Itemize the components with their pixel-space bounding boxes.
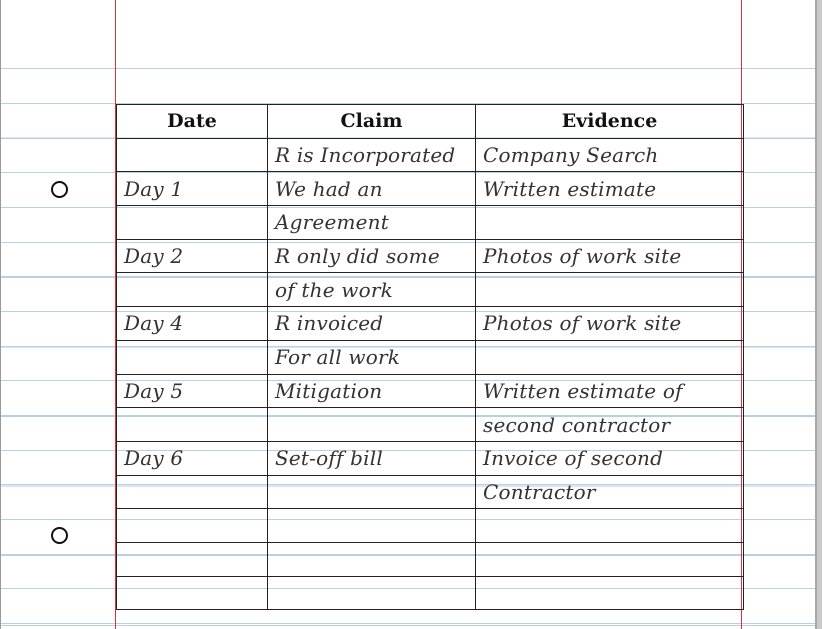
claim-cell [268, 509, 476, 543]
table-row [117, 408, 744, 442]
table-header-row [117, 105, 744, 139]
date-cell [117, 576, 268, 610]
evidence-cell [476, 576, 744, 610]
header-claim: Claim [268, 105, 476, 139]
claim-cell: of the work [268, 273, 476, 307]
evidence-cell [476, 509, 744, 543]
claim-cell [268, 542, 476, 576]
claim-cell: For all work [268, 340, 476, 374]
evidence-cell: Company Search [476, 138, 744, 172]
evidence-cell: Written estimate of [476, 374, 744, 408]
rule-line [1, 68, 815, 69]
date-cell [117, 542, 268, 576]
evidence-cell [476, 340, 744, 374]
date-cell: Day 2 [117, 239, 268, 273]
date-cell: Day 4 [117, 307, 268, 341]
table-row [117, 475, 744, 509]
date-cell [117, 340, 268, 374]
evidence-cell [476, 273, 744, 307]
evidence-cell: Photos of work site [476, 307, 744, 341]
table-row [117, 340, 744, 374]
evidence-cell: Contractor [476, 475, 744, 509]
table-row [117, 206, 744, 240]
punch-hole-icon [51, 527, 68, 544]
table-row [117, 441, 744, 475]
table-row [117, 576, 744, 610]
table-row [117, 138, 744, 172]
date-cell: Day 5 [117, 374, 268, 408]
evidence-cell: second contractor [476, 408, 744, 442]
evidence-cell [476, 542, 744, 576]
table-row [117, 509, 744, 543]
claim-cell: We had an [268, 172, 476, 206]
table-row [117, 307, 744, 341]
table-row [117, 239, 744, 273]
date-cell [117, 475, 268, 509]
date-cell [117, 138, 268, 172]
date-cell [117, 509, 268, 543]
date-cell: Day 1 [117, 172, 268, 206]
date-cell [117, 206, 268, 240]
claim-cell: Mitigation [268, 374, 476, 408]
evidence-cell: Written estimate [476, 172, 744, 206]
evidence-cell [476, 206, 744, 240]
punch-hole-icon [51, 181, 68, 198]
header-evidence: Evidence [476, 105, 744, 139]
table-row [117, 273, 744, 307]
claim-cell: R is Incorporated [268, 138, 476, 172]
table-row [117, 542, 744, 576]
claim-cell [268, 475, 476, 509]
claim-cell: Set-off bill [268, 441, 476, 475]
claim-cell: R invoiced [268, 307, 476, 341]
header-date: Date [117, 105, 268, 139]
claim-cell [268, 576, 476, 610]
evidence-cell: Invoice of second [476, 441, 744, 475]
date-cell [117, 408, 268, 442]
table-row [117, 172, 744, 206]
rule-line [1, 623, 815, 624]
claim-cell: R only did some [268, 239, 476, 273]
claim-cell: Agreement [268, 206, 476, 240]
table-row [117, 374, 744, 408]
date-cell [117, 273, 268, 307]
date-cell: Day 6 [117, 441, 268, 475]
evidence-cell: Photos of work site [476, 239, 744, 273]
claim-evidence-table [116, 104, 744, 610]
claim-cell [268, 408, 476, 442]
